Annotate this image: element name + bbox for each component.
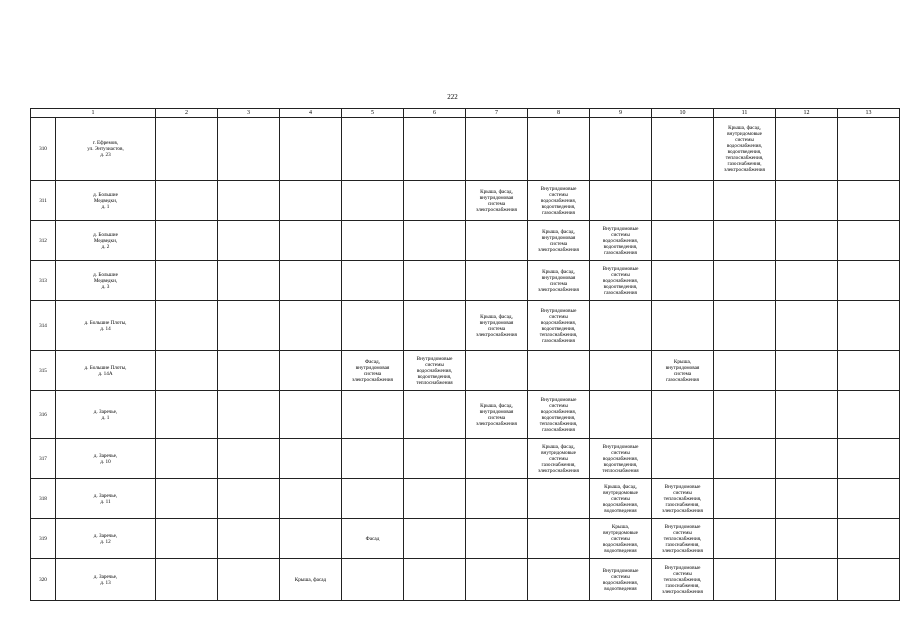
work-cell (342, 261, 404, 301)
work-cell (590, 391, 652, 439)
work-cell (342, 181, 404, 221)
work-cell (528, 559, 590, 601)
work-cell (218, 559, 280, 601)
address-text: г. Ефремов, ул. Энтузиастов, д. 23 (87, 140, 124, 158)
work-cell (838, 351, 900, 391)
work-cell (466, 261, 528, 301)
work-cell (218, 301, 280, 351)
column-header: 6 (404, 109, 466, 118)
table-row (31, 479, 900, 519)
address-cell (56, 118, 156, 181)
work-cell (342, 221, 404, 261)
table-row (31, 118, 900, 181)
work-cell (838, 391, 900, 439)
work-cell (652, 221, 714, 261)
work-cell (590, 221, 652, 261)
work-cell (404, 439, 466, 479)
work-text: Крыша, фасад (294, 576, 327, 583)
address-text: д. Заречье, д. 1 (93, 408, 118, 421)
work-cell (156, 439, 218, 479)
work-cell (280, 261, 342, 301)
work-text: Внутридомовые системы водоснабжения, водоотведения, теплоснабжения, газоснабжения (539, 396, 578, 433)
work-cell (714, 261, 776, 301)
work-cell (466, 559, 528, 601)
work-cell (404, 118, 466, 181)
work-cell (528, 439, 590, 479)
schedule-table (30, 108, 900, 601)
address-text: д. Заречье, д. 13 (93, 573, 118, 586)
work-cell (776, 181, 838, 221)
work-cell (280, 181, 342, 221)
work-cell (590, 559, 652, 601)
work-cell (776, 559, 838, 601)
work-cell (466, 118, 528, 181)
work-text: Крыша, фасад, внутридомовая система электроснабжения (538, 268, 579, 293)
work-text: Крыша, фасад, внутридомовая система электроснабжения (538, 228, 579, 253)
work-text: Внутридомовые системы водоснабжения, водоотведения, газоснабжения (540, 185, 577, 216)
table-row (31, 351, 900, 391)
work-cell (714, 181, 776, 221)
work-cell (590, 261, 652, 301)
table-row (31, 301, 900, 351)
work-text: Крыша, фасад, внутридомовая система электроснабжения (476, 313, 517, 338)
work-cell (652, 118, 714, 181)
work-cell (528, 118, 590, 181)
work-cell (838, 519, 900, 559)
column-header: 9 (590, 109, 652, 118)
work-cell (280, 351, 342, 391)
work-cell (838, 181, 900, 221)
work-cell (714, 479, 776, 519)
column-header: 12 (776, 109, 838, 118)
column-header: 7 (466, 109, 528, 118)
work-cell (714, 519, 776, 559)
work-cell (466, 351, 528, 391)
work-cell (280, 559, 342, 601)
work-cell (280, 519, 342, 559)
work-cell (528, 391, 590, 439)
column-header: 4 (280, 109, 342, 118)
work-cell (404, 559, 466, 601)
work-cell (652, 519, 714, 559)
work-cell (838, 301, 900, 351)
work-cell (714, 118, 776, 181)
address-cell (56, 391, 156, 439)
work-cell (776, 351, 838, 391)
work-cell (528, 301, 590, 351)
page-number: 222 (447, 93, 458, 101)
table-row (31, 559, 900, 601)
work-cell (342, 479, 404, 519)
address-text: д. Большие Медведки, д. 3 (93, 271, 118, 290)
work-cell (280, 118, 342, 181)
work-cell (342, 439, 404, 479)
address-text: д. Большие Плоты, д. 14А (84, 364, 127, 377)
row-number: 315 (31, 351, 56, 391)
work-cell (404, 391, 466, 439)
work-cell (652, 261, 714, 301)
work-cell (156, 559, 218, 601)
work-cell (776, 391, 838, 439)
row-number: 310 (31, 118, 56, 181)
work-cell (714, 221, 776, 261)
work-cell (404, 301, 466, 351)
work-cell (156, 261, 218, 301)
table-row (31, 519, 900, 559)
row-number: 312 (31, 221, 56, 261)
address-text: д. Заречье, д. 12 (93, 532, 118, 545)
work-cell (528, 261, 590, 301)
work-cell (590, 439, 652, 479)
address-cell (56, 519, 156, 559)
work-text: Внутридомовые системы теплоснабжения, газоснабжения, электроснабжения (662, 483, 703, 514)
work-cell (280, 221, 342, 261)
work-cell (838, 439, 900, 479)
work-cell (714, 301, 776, 351)
work-cell (156, 301, 218, 351)
work-cell (652, 351, 714, 391)
work-text: Внутридомовые системы водоснабжения, водоотведения, теплоснабжения (602, 443, 639, 474)
work-cell (466, 391, 528, 439)
work-cell (156, 181, 218, 221)
work-cell (218, 479, 280, 519)
address-text: д. Заречье, д. 10 (93, 452, 118, 465)
row-number: 319 (31, 519, 56, 559)
work-cell (838, 221, 900, 261)
work-cell (838, 559, 900, 601)
address-text: д. Заречье, д. 11 (93, 492, 118, 505)
work-cell (156, 221, 218, 261)
row-number: 313 (31, 261, 56, 301)
work-cell (528, 519, 590, 559)
work-text: Внутридомовые системы теплоснабжения, газоснабжения, электроснабжения (662, 564, 703, 595)
work-cell (342, 301, 404, 351)
work-cell (218, 261, 280, 301)
work-cell (218, 181, 280, 221)
work-cell (652, 479, 714, 519)
work-cell (714, 351, 776, 391)
work-cell (776, 221, 838, 261)
table-row (31, 221, 900, 261)
work-cell (342, 559, 404, 601)
table-row (31, 439, 900, 479)
column-header: 1 (31, 109, 156, 118)
row-number: 317 (31, 439, 56, 479)
work-cell (218, 118, 280, 181)
work-cell (466, 439, 528, 479)
work-cell (280, 439, 342, 479)
column-header: 8 (528, 109, 590, 118)
work-cell (528, 221, 590, 261)
address-cell (56, 479, 156, 519)
row-number: 318 (31, 479, 56, 519)
address-cell (56, 221, 156, 261)
work-cell (590, 479, 652, 519)
address-cell (56, 261, 156, 301)
work-cell (652, 559, 714, 601)
work-text: Внутридомовые системы водоснабжения, водоотведения, газоснабжения (602, 225, 639, 256)
row-number: 320 (31, 559, 56, 601)
work-cell (652, 301, 714, 351)
work-text: Крыша, фасад, внутридомовая система электроснабжения (476, 188, 517, 213)
work-cell (776, 479, 838, 519)
work-cell (342, 391, 404, 439)
table-row (31, 181, 900, 221)
work-cell (342, 519, 404, 559)
work-text: Внутридомовые системы теплоснабжения, газоснабжения, электроснабжения (662, 523, 703, 554)
work-cell (280, 391, 342, 439)
work-cell (466, 479, 528, 519)
address-cell (56, 439, 156, 479)
address-cell (56, 181, 156, 221)
work-cell (280, 479, 342, 519)
address-text: д. Большие Медведки, д. 1 (93, 191, 118, 210)
work-text: Крыша, фасад, внутридомовые системы газоснабжения, электроснабжения (538, 443, 579, 474)
work-cell (776, 301, 838, 351)
work-cell (838, 261, 900, 301)
work-cell (156, 351, 218, 391)
work-text: Внутридомовые системы водоснабжения, водоотведения, теплоснабжения, газоснабжения (539, 307, 578, 344)
work-cell (404, 479, 466, 519)
work-cell (218, 519, 280, 559)
work-cell (838, 479, 900, 519)
address-cell (56, 351, 156, 391)
table-row (31, 391, 900, 439)
column-header: 10 (652, 109, 714, 118)
work-cell (652, 439, 714, 479)
work-text: Внутридомовые системы водоснабжения, водоотведения, теплоснабжения (416, 355, 453, 386)
work-cell (280, 301, 342, 351)
work-cell (466, 181, 528, 221)
work-cell (404, 519, 466, 559)
address-text: д. Большие Медведки, д. 2 (93, 231, 118, 250)
row-number: 314 (31, 301, 56, 351)
work-cell (528, 351, 590, 391)
work-cell (466, 301, 528, 351)
work-cell (590, 181, 652, 221)
work-cell (156, 391, 218, 439)
work-cell (218, 439, 280, 479)
work-cell (342, 351, 404, 391)
work-cell (714, 559, 776, 601)
work-cell (218, 391, 280, 439)
work-cell (404, 351, 466, 391)
work-cell (466, 221, 528, 261)
work-cell (156, 479, 218, 519)
work-cell (590, 301, 652, 351)
work-text: Крыша, фасад, внутридомовые системы водоснабжения, водоотведения (602, 483, 639, 514)
row-number: 311 (31, 181, 56, 221)
work-cell (590, 118, 652, 181)
work-cell (404, 261, 466, 301)
work-cell (156, 519, 218, 559)
work-cell (776, 439, 838, 479)
work-text: Внутридомовые системы водоснабжения, водоотведения (602, 567, 639, 592)
work-cell (218, 351, 280, 391)
work-text: Внутридомовые системы водоснабжения, водоотведения, газоснабжения (602, 265, 639, 296)
work-cell (776, 519, 838, 559)
work-cell (404, 221, 466, 261)
table-row (31, 261, 900, 301)
header-row (31, 109, 900, 118)
work-cell (652, 181, 714, 221)
work-cell (714, 439, 776, 479)
work-cell (404, 181, 466, 221)
work-cell (590, 351, 652, 391)
work-text: Фасад, внутридомовая система электроснабжения (352, 358, 393, 383)
work-text: Крыша, внутридомовые системы водоснабжения, водоотведения (602, 523, 639, 554)
work-text: Крыша, фасад, внутридомовые системы водоснабжения, водоотведения, теплоснабжения, газоснабжения, электроснабжения (724, 125, 765, 173)
address-text: д. Большие Плоты, д. 14 (84, 319, 127, 332)
work-cell (776, 261, 838, 301)
work-cell (652, 391, 714, 439)
work-cell (466, 519, 528, 559)
work-cell (218, 221, 280, 261)
work-text: Крыша, фасад, внутридомовая система электроснабжения (476, 402, 517, 427)
row-number: 316 (31, 391, 56, 439)
column-header: 13 (838, 109, 900, 118)
column-header: 5 (342, 109, 404, 118)
work-text: Крыша, внутридомовая система газоснабжения (665, 358, 700, 383)
work-cell (528, 181, 590, 221)
work-cell (528, 479, 590, 519)
work-cell (156, 118, 218, 181)
address-cell (56, 301, 156, 351)
work-cell (590, 519, 652, 559)
work-cell (838, 118, 900, 181)
address-cell (56, 559, 156, 601)
work-text: Фасад (365, 535, 380, 542)
column-header: 11 (714, 109, 776, 118)
column-header: 3 (218, 109, 280, 118)
work-cell (714, 391, 776, 439)
work-cell (776, 118, 838, 181)
column-header: 2 (156, 109, 218, 118)
work-cell (342, 118, 404, 181)
